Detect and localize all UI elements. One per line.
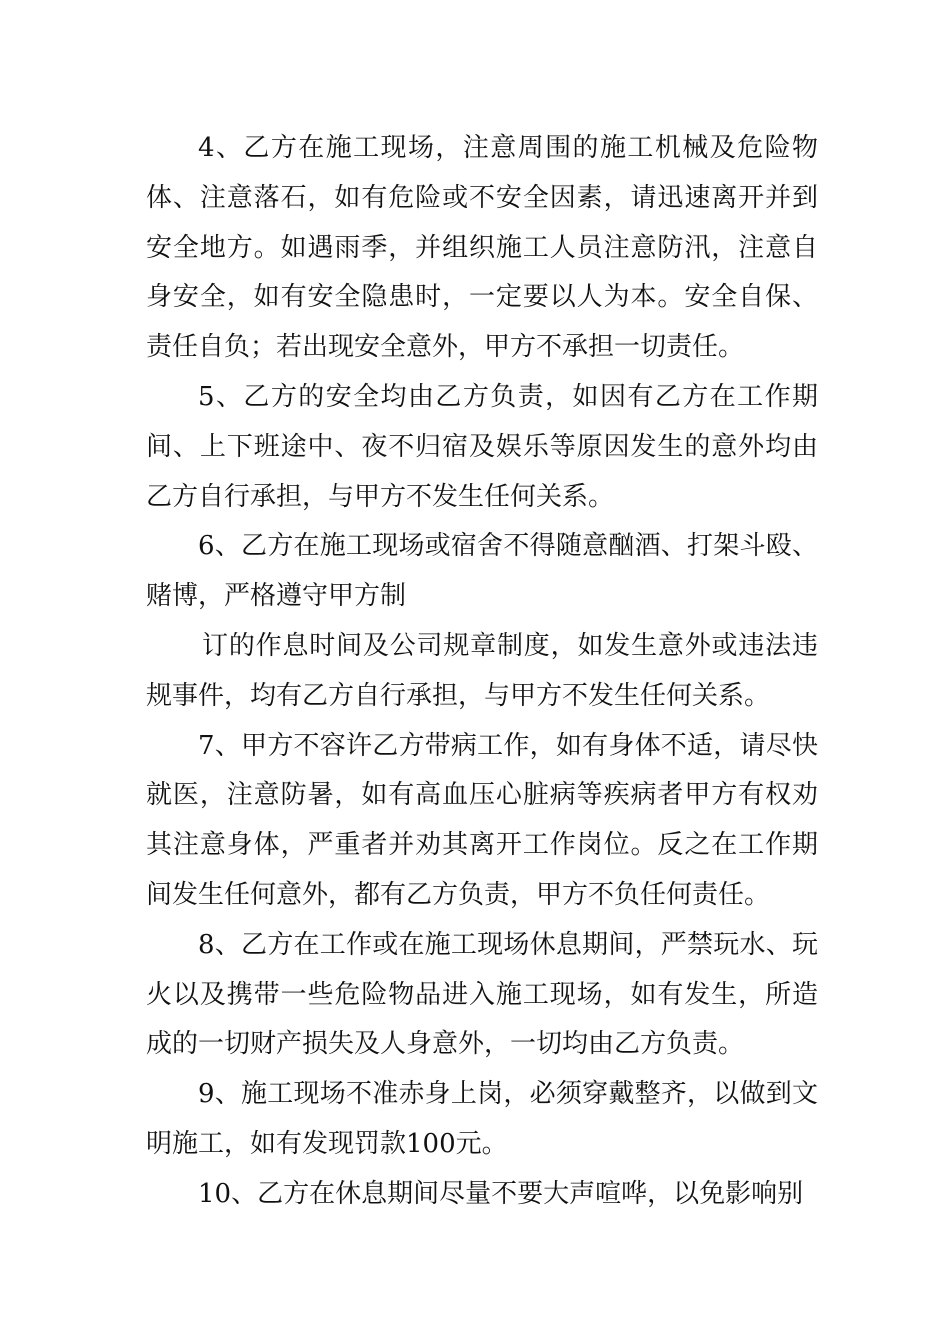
clause-6-continued: 订的作息时间及公司规章制度，如发生意外或违法违规事件，均有乙方自行承担，与甲方不发生任何关系。 <box>146 630 818 711</box>
clause-7: 7、甲方不容许乙方带病工作，如有身体不适，请尽快就医，注意防暑，如有高血压心脏病等疾病者甲方有权劝其注意身体，严重者并劝其离开工作岗位。反之在工作期间发生任何意外，都有乙方负责，甲方不负任何责任。 <box>146 730 818 910</box>
clause-5: 5、乙方的安全均由乙方负责，如因有乙方在工作期间、上下班途中、夜不归宿及娱乐等原因发生的意外均由乙方自行承担，与甲方不发生任何关系。 <box>146 381 818 512</box>
clause-4: 4、乙方在施工现场，注意周围的施工机械及危险物体、注意落石，如有危险或不安全因素，请迅速离开并到安全地方。如遇雨季，并组织施工人员注意防汛，注意自身安全，如有安全隐患时，一定要以人为本。安全自保、责任自负；若出现安全意外，甲方不承担一切责任。 <box>146 133 818 363</box>
clause-9: 9、施工现场不准赤身上岗，必须穿戴整齐，以做到文明施工，如有发现罚款100元。 <box>146 1079 818 1159</box>
document-body <box>146 124 818 1220</box>
clause-6: 6、乙方在施工现场或宿舍不得随意酗酒、打架斗殴、赌博，严格遵守甲方制 <box>146 531 818 612</box>
clause-8: 8、乙方在工作或在施工现场休息期间，严禁玩水、玩火以及携带一些危险物品进入施工现场，如有发生，所造成的一切财产损失及人身意外，一切均由乙方负责。 <box>146 929 818 1060</box>
clause-10: 10、乙方在休息期间尽量不要大声喧哗，以免影响别 <box>198 1178 804 1209</box>
